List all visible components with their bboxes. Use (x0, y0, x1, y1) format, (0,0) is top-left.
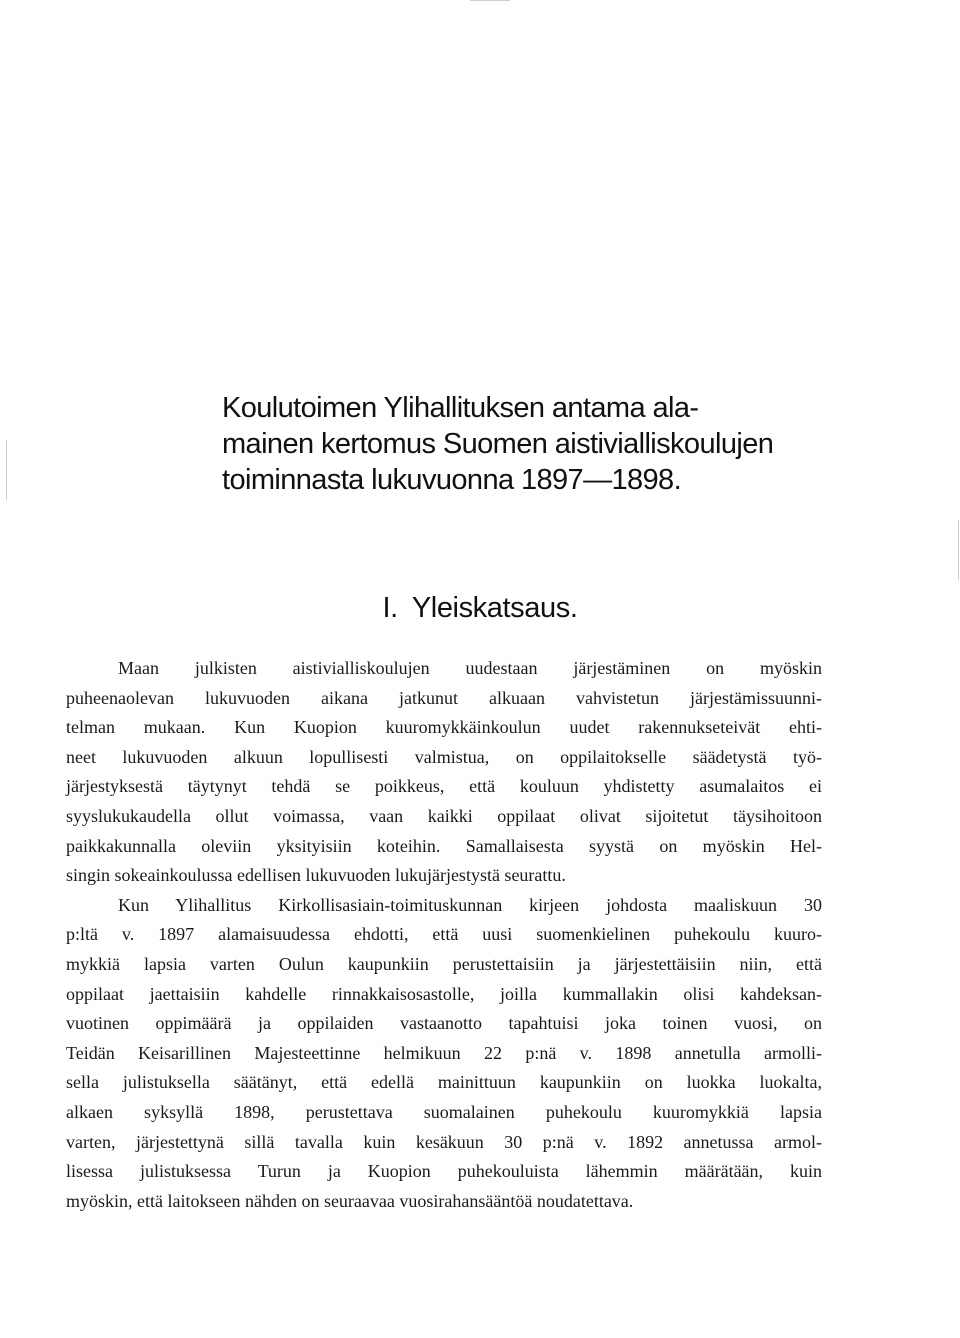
paragraph-line: p:ltä v. 1897 alamaisuudessa ehdotti, että uusi suomenkielinen puhekoulu kuuro- (66, 924, 822, 945)
paragraph-line: Teidän Keisarillinen Majesteettinne helmikuun 22 p:nä v. 1898 annetulla armolli- (66, 1042, 822, 1063)
title-line: mainen kertomus Suomen aistivialliskoulujen (222, 428, 774, 460)
paragraph-line: Maan julkisten aistivialliskoulujen uudestaan järjestäminen on myöskin (118, 658, 822, 678)
paragraph-line: varten, järjestettynä sillä tavalla kuin kesäkuun 30 p:nä v. 1892 annetussa armol- (66, 1131, 822, 1152)
paragraph-line: vuotinen oppimäärä ja oppilaiden vastaanotto tapahtuisi joka toinen vuosi, on (66, 1013, 822, 1034)
paragraph-line: neet lukuvuoden alkuun lopullisesti valmistua, on oppilaitokselle säädetystä työ- (66, 746, 822, 767)
section-number: I. (382, 592, 398, 624)
title-line: toiminnasta lukuvuonna 1897—1898. (222, 464, 682, 496)
section-title: Yleiskatsaus. (411, 592, 578, 624)
scan-edge-mark (6, 440, 7, 500)
paragraph-line: myöskin, että laitokseen nähden on seuraavaa vuosirahansääntöä noudatettava. (66, 1190, 634, 1211)
scan-edge-mark (958, 520, 959, 580)
paragraph-line: alkaen syksyllä 1898, perustettava suomalainen puhekoulu kuuromykkiä lapsia (66, 1101, 822, 1122)
document-title (222, 390, 842, 498)
paragraph-line: telman mukaan. Kun Kuopion kuuromykkäinkoulun uudet rakennukseteivät ehti- (66, 717, 822, 738)
paragraph-line: oppilaat jaettaisiin kahdelle rinnakkaisosastolle, joilla kummallakin olisi kahdeksan- (66, 983, 822, 1004)
section-heading (0, 590, 960, 626)
paragraph-line: paikkakunnalla oleviin yksityisiin koteihin. Samallaisesta syystä on myöskin Hel- (66, 835, 822, 856)
title-line: Koulutoimen Ylihallituksen antama ala- (222, 392, 699, 424)
paragraph-line: puheenaolevan lukuvuoden aikana jatkunut alkuaan vahvistetun järjestämissuunni- (66, 687, 822, 708)
paragraph-line: lisessa julistuksessa Turun ja Kuopion puhekouluista lähemmin määrätään, kuin (66, 1161, 822, 1182)
body-text (66, 654, 822, 1216)
paragraph-line: sella julistuksella säätänyt, että edellä mainittuun kaupunkiin on luokka luokalta, (66, 1072, 822, 1093)
paragraph-line: järjestyksestä täytynyt tehdä se poikkeus, että kouluun yhdistetty asumalaitos ei (66, 776, 822, 797)
paragraph-line: Kun Ylihallitus Kirkollisasiain-toimituskunnan kirjeen johdosta maaliskuun 30 (118, 894, 822, 915)
paragraph-line: singin sokeainkoulussa edellisen lukuvuoden lukujärjestystä seurattu. (66, 865, 566, 886)
scan-edge-mark (470, 0, 510, 1)
paragraph-line: mykkiä lapsia varten Oulun kaupunkiin perustettaisiin ja järjestettäisiin niin, että (66, 953, 822, 974)
paragraph-line: syyslukukaudella ollut voimassa, vaan kaikki oppilaat olivat sijoitetut täysihoitoon (66, 805, 822, 826)
